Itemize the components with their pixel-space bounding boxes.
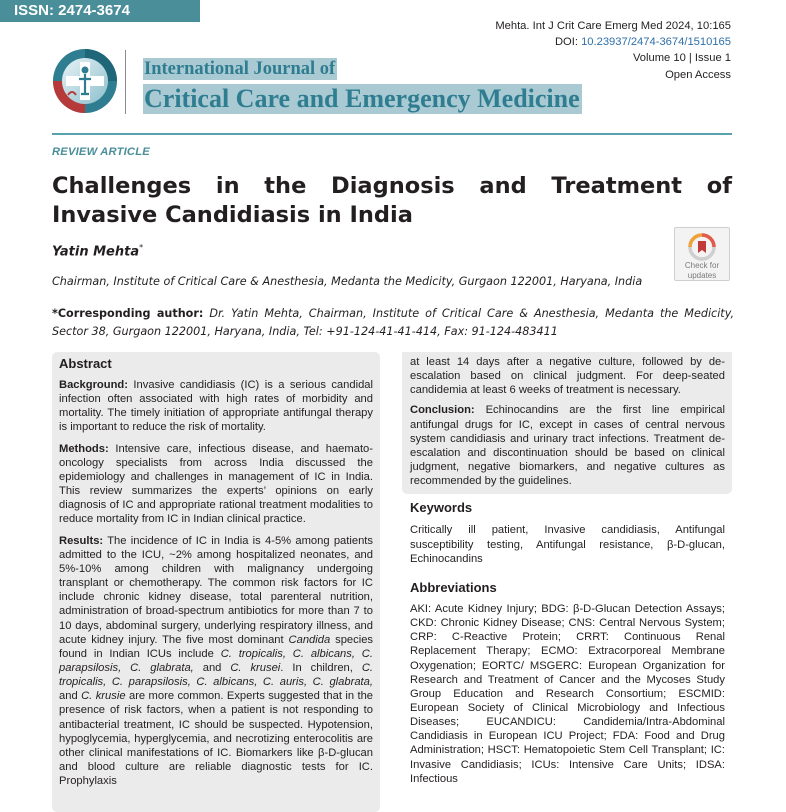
doi-label: DOI: bbox=[554, 36, 578, 49]
author-affiliation: Chairman, Institute of Critical Care & Anesthesia, Medanta the Medicity, Gurgaon 122001, Haryana, India bbox=[52, 275, 643, 288]
medical-cross-globe-logo bbox=[52, 48, 118, 114]
doi-link[interactable]: 10.23937/2474-3674/1510165 bbox=[581, 36, 731, 49]
abstract-continued-column bbox=[410, 355, 725, 786]
header-divider bbox=[52, 133, 732, 135]
open-access-label: Open Access bbox=[665, 68, 731, 81]
results-candida: Candida bbox=[288, 633, 331, 646]
results-text-3: . In children, bbox=[280, 661, 353, 674]
conclusion-label: Conclusion: bbox=[410, 404, 475, 417]
logo-separator bbox=[125, 50, 126, 114]
keywords-text: Critically ill patient, Invasive candidiasis, Antifungal susceptibility testing, Antifungal resistance, β-D-glucan, Echinocandins bbox=[410, 524, 725, 565]
journal-title-line1: International Journal of bbox=[144, 59, 336, 79]
results-species-1: C. tropicalis, C. albicans, C. parapsilosis, C. glabrata, bbox=[59, 647, 373, 674]
results-species-4: C. krusie bbox=[81, 690, 126, 703]
article-title: Challenges in the Diagnosis and Treatment of Invasive Candidiasis in India bbox=[52, 173, 732, 228]
results-text-4: are more common. Experts suggested that in the presence of risk factors, when a patient is not responding to antibacterial treatment, IC should be suspected. Hypotension, hypoglycemia, hyperglycemia, and necrotizing enterocolitis are other clinical manifestations of IC. Biomarkers like β-D-glucan and blood culture are reliable diagnostic tests for IC. Prophylaxis bbox=[59, 690, 374, 788]
background-label: Background: bbox=[59, 379, 128, 391]
corresponding-text: Dr. Yatin Mehta, Chairman, Institute of Critical Care & Anesthesia, Medanta the Medicity, Sector 38, Gurgaon 122001, Haryana, India, Tel: +91-124-41-41-414, Fax: 91-124-483411 bbox=[52, 307, 735, 338]
doi-line bbox=[495, 34, 731, 50]
abbreviations-heading: Abbreviations bbox=[410, 579, 497, 595]
abbreviations-text: AKI: Acute Kidney Injury; BDG: β-D-Glucan Detection Assays; CKD: Chronic Kidney Disease; CNS: Central Nervous System; CRP: C-Reactive Protein; CRRT: Continuous Renal Replacement Therapy; ECMO: Extracorporeal Membrane Oxygenation; EORTC/ MSGERC: European Organization for Research and Treatment of Cancer and the Mycoses Study Group Education and Research Consortium; ESCMID: European Society of Clinical Microbiology and Infectious Diseases; EUCANDICU: Candidemia/Intra-Abdominal Candidiasis in European ICU Project; FDA: Food and Drug Administration; HSCT: Hematopoietic Stem Cell Transplant; IC: Invasive Candidiasis; ICUs: Intensive Care Units; IDSA: Infectious bbox=[410, 602, 725, 785]
check-for-updates-badge[interactable] bbox=[674, 227, 730, 281]
abstract-methods bbox=[59, 442, 373, 527]
issn-banner: ISSN: 2474-3674 bbox=[0, 0, 200, 22]
results-and-2: and bbox=[59, 690, 78, 703]
abstract-heading: Abstract bbox=[59, 356, 112, 371]
results-species-2: C. krusei bbox=[230, 661, 281, 674]
abstract-background bbox=[59, 378, 373, 435]
abstract-conclusion bbox=[410, 403, 725, 488]
citation-text: Mehta. Int J Crit Care Emerg Med 2024, 10:165 bbox=[495, 20, 731, 32]
results-text-2: species found in Indian ICUs include bbox=[59, 633, 374, 660]
keywords-heading: Keywords bbox=[410, 500, 473, 516]
methods-text: Intensive care, infectious disease, and haemato-oncology specialists from across India discussed the epidemiology and challenges in management of IC in India. This review summarizes the experts’ opinions on early diagnosis of IC and appropriate rational treatment modalities to reduce mortality from IC in Indian clinical practice. bbox=[59, 442, 374, 526]
abstract-results bbox=[59, 534, 373, 789]
article-type: REVIEW ARTICLE bbox=[52, 146, 150, 158]
results-species-3: C. tropicalis, C. parapsilosis, C. albicans, C. auris, C. glabrata, bbox=[59, 661, 374, 689]
conclusion-text: Echinocandins are the first line empirical antifungal drugs for IC, except in cases of central nervous system candidiasis and urinary tract infections. Treatment de-escalation and discontinuation should be based on clinical judgment, negative biomarkers, and negative cultures as recommended by the guidelines. bbox=[410, 404, 726, 488]
background-text: Invasive candidiasis (IC) is a serious candidal infection often associated with high rates of morbidity and mortality. The timely initiation of appropriate antifungal therapy is important to reduce the risk of mortality. bbox=[59, 379, 374, 434]
results-label: Results: bbox=[59, 534, 104, 547]
updates-label: updates bbox=[687, 270, 717, 280]
volume-issue: Volume 10 | Issue 1 bbox=[632, 52, 731, 65]
check-for-label: Check for bbox=[684, 261, 720, 270]
methods-label: Methods: bbox=[59, 442, 109, 455]
journal-title-line2: Critical Care and Emergency Medicine bbox=[144, 84, 580, 113]
abstract-column bbox=[59, 356, 373, 788]
author-name-text: Yatin Mehta bbox=[52, 244, 140, 260]
corresponding-author bbox=[52, 305, 734, 341]
author-name[interactable] bbox=[52, 243, 143, 259]
corresponding-label: *Corresponding author: bbox=[52, 307, 204, 320]
abstract-continued-text: at least 14 days after a negative culture, followed by de-escalation based on clinical judgment. For deep-seated candidemia at least 6 weeks of treatment is necessary. bbox=[410, 356, 725, 397]
crossmark-icon bbox=[688, 233, 716, 261]
author-mark: * bbox=[139, 243, 144, 252]
results-and-1: and bbox=[202, 661, 222, 674]
citation-block bbox=[495, 18, 731, 83]
results-text-1: The incidence of IC in India is 4-5% among patients admitted to the ICU, ~2% among hospitalized neonates, and 5%-10% among children with malignancy undergoing transplant or chemotherapy. The common risk factors for IC include chronic kidney disease, total parenteral nutrition, administration of broad-spectrum antibiotics for more than 7 to 10 days, abdominal surgery, underlying respiratory illness, and acute kidney injury. The five most dominant bbox=[59, 534, 374, 646]
